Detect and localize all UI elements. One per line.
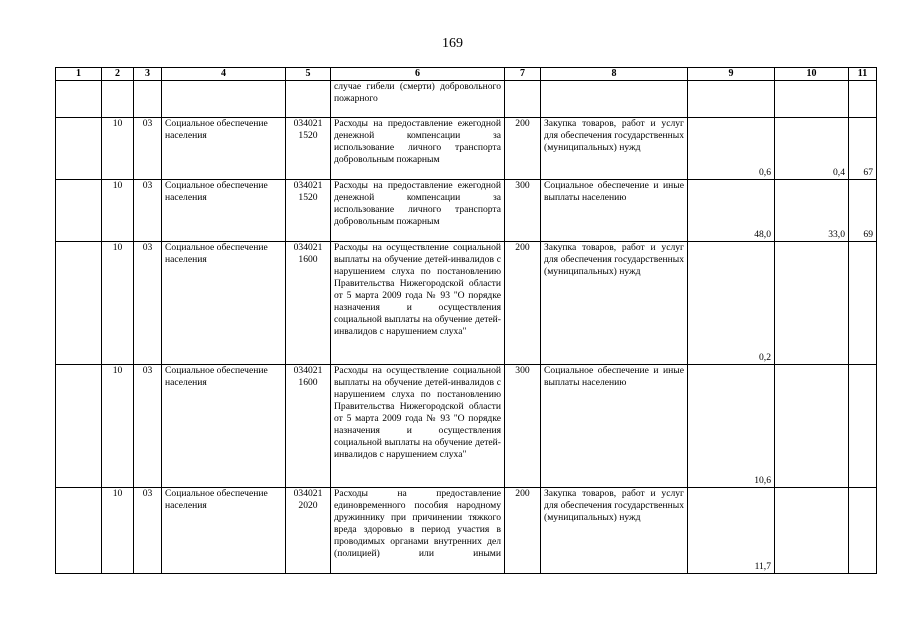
table-cell: Социальное обеспечение населения — [162, 365, 286, 488]
table-cell: 03 — [134, 365, 162, 488]
table-row — [56, 242, 877, 365]
table-cell — [775, 365, 849, 488]
table-cell — [505, 81, 541, 118]
table-cell: 11,7 — [688, 488, 775, 574]
table-cell: 200 — [505, 118, 541, 180]
table-cell — [56, 488, 102, 574]
table-cell — [775, 488, 849, 574]
page-number: 169 — [442, 36, 463, 51]
table-cell — [849, 365, 877, 488]
column-header: 3 — [134, 68, 162, 81]
table-cell — [775, 81, 849, 118]
table-cell: 300 — [505, 365, 541, 488]
column-header: 7 — [505, 68, 541, 81]
table-cell: Социальное обеспечение населения — [162, 488, 286, 574]
table-cell: Социальное обеспечение населения — [162, 180, 286, 242]
table-cell — [56, 365, 102, 488]
table-cell: 03 — [134, 180, 162, 242]
table-cell: Расходы на предоставление ежегодной денежной компенсации за использование личного транспорта добровольным пожарным — [331, 118, 505, 180]
table-cell: 034021 1600 — [286, 242, 331, 365]
table-cell: 10 — [102, 118, 134, 180]
table-cell — [688, 81, 775, 118]
table-cell: Социальное обеспечение и иные выплаты населению — [541, 365, 688, 488]
table-cell: 10 — [102, 488, 134, 574]
table-row — [56, 365, 877, 488]
table-cell: 200 — [505, 242, 541, 365]
column-header: 1 — [56, 68, 102, 81]
table-cell: Социальное обеспечение населения — [162, 242, 286, 365]
table-cell — [775, 242, 849, 365]
column-header: 8 — [541, 68, 688, 81]
column-header: 5 — [286, 68, 331, 81]
table-cell: Расходы на предоставление ежегодной денежной компенсации за использование личного транспорта добровольным пожарным — [331, 180, 505, 242]
table-cell: Расходы на осуществление социальной выплаты на обучение детей-инвалидов с нарушением слуха по постановлению Правительства Нижегородской области от 5 марта 2009 года № 93 "О порядке назначения и осуществления социальной выплаты на обучение детей-инвалидов с нарушением слуха" — [331, 242, 505, 365]
table-cell: Социальное обеспечение населения — [162, 118, 286, 180]
table-cell — [134, 81, 162, 118]
table-cell: 300 — [505, 180, 541, 242]
table-cell: 03 — [134, 488, 162, 574]
table-row — [56, 118, 877, 180]
table-cell — [541, 81, 688, 118]
table-cell: 67 — [849, 118, 877, 180]
table-cell: 69 — [849, 180, 877, 242]
table-cell — [849, 488, 877, 574]
table-cell — [56, 118, 102, 180]
column-header: 4 — [162, 68, 286, 81]
table-cell: 200 — [505, 488, 541, 574]
table-cell: 0,4 — [775, 118, 849, 180]
table-cell — [162, 81, 286, 118]
table-cell: 034021 1520 — [286, 118, 331, 180]
column-header: 2 — [102, 68, 134, 81]
table-cell: Расходы на предоставление единовременного пособия народному дружиннику при причинении тяжкого вреда здоровью в период участия в проводимых органами внутренних дел (полицией) или иными — [331, 488, 505, 574]
column-header: 10 — [775, 68, 849, 81]
budget-table — [55, 67, 877, 574]
table-cell — [849, 242, 877, 365]
table-row — [56, 488, 877, 574]
table-cell — [56, 180, 102, 242]
column-header: 11 — [849, 68, 877, 81]
table-cell: 33,0 — [775, 180, 849, 242]
table-cell: 0,6 — [688, 118, 775, 180]
table-cell: 48,0 — [688, 180, 775, 242]
table-cell: 034021 2020 — [286, 488, 331, 574]
column-header: 9 — [688, 68, 775, 81]
table-cell: 03 — [134, 242, 162, 365]
table-cell: Закупка товаров, работ и услуг для обеспечения государственных (муниципальных) нужд — [541, 488, 688, 574]
table-cell: 10 — [102, 242, 134, 365]
header-row — [56, 68, 877, 81]
table-row — [56, 81, 877, 118]
table-cell: 10 — [102, 180, 134, 242]
table-cell: 034021 1600 — [286, 365, 331, 488]
table-cell: Закупка товаров, работ и услуг для обеспечения государственных (муниципальных) нужд — [541, 242, 688, 365]
table-cell — [102, 81, 134, 118]
table-cell: 10,6 — [688, 365, 775, 488]
table-cell: 10 — [102, 365, 134, 488]
table-cell: Социальное обеспечение и иные выплаты населению — [541, 180, 688, 242]
table-cell: 0,2 — [688, 242, 775, 365]
table-row — [56, 180, 877, 242]
table-cell — [56, 81, 102, 118]
table-cell — [849, 81, 877, 118]
column-header: 6 — [331, 68, 505, 81]
table-cell: Расходы на осуществление социальной выплаты на обучение детей-инвалидов с нарушением слуха по постановлению Правительства Нижегородской области от 5 марта 2009 года № 93 "О порядке назначения и осуществления социальной выплаты на обучение детей-инвалидов с нарушением слуха" — [331, 365, 505, 488]
table-cell — [56, 242, 102, 365]
table-cell: Закупка товаров, работ и услуг для обеспечения государственных (муниципальных) нужд — [541, 118, 688, 180]
table-cell: 034021 1520 — [286, 180, 331, 242]
table-cell — [286, 81, 331, 118]
table-cell: случае гибели (смерти) добровольного пожарного — [331, 81, 505, 118]
table-cell: 03 — [134, 118, 162, 180]
